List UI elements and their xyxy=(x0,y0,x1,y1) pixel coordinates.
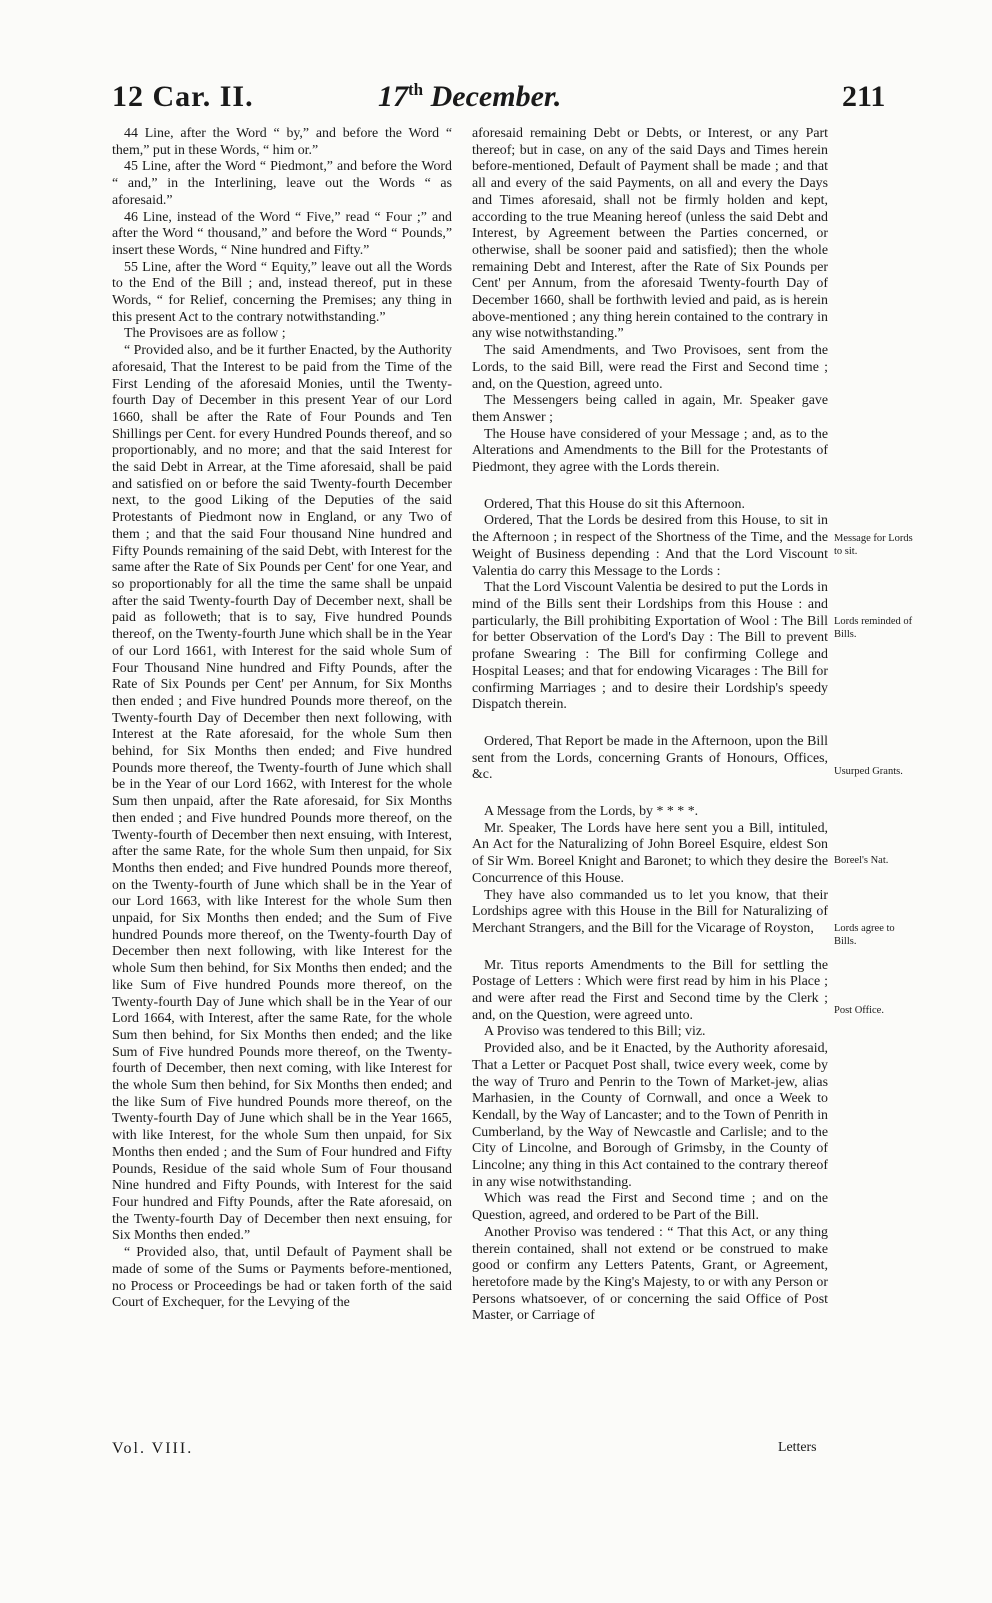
paragraph: Mr. Titus reports Amendments to the Bill for settling the Postage of Letters : Which were first read by him in his Place ; and were after read the First and Second time by the Clerk ; and, on the Question, were agreed unto. xyxy=(472,957,828,1023)
paragraph: A Proviso was tendered to this Bill; viz. xyxy=(484,1024,706,1040)
paragraph: The House have considered of your Message ; and, as to the Alterations and Amendments to the Bill for the Protestants of Piedmont, they agree with the Lords therein. xyxy=(472,426,828,476)
paragraph: The Provisoes are as follow ; xyxy=(124,326,286,342)
margin-note-post-office: Post Office. xyxy=(834,1005,884,1016)
date-month: December. xyxy=(430,80,562,113)
paragraph: Ordered, That the Lords be desired from this House, to sit in the Afternoon ; in respect of the Shortness of the Time, and the Weight of Business depending : And that the Lord Viscount Valentia do carry this Message to the Lords : xyxy=(472,513,828,579)
date-suffix: th xyxy=(408,80,424,99)
volume-signature: Vol. VIII. xyxy=(112,1440,194,1457)
margin-note-usurped-grants: Usurped Grants. xyxy=(834,766,903,777)
paragraph: The said Amendments, and Two Provisoes, sent from the Lords, to the said Bill, were read the First and Second time ; and, on the Question, agreed unto. xyxy=(472,343,828,392)
catchword: Letters xyxy=(778,1440,817,1455)
paragraph: Another Proviso was tendered : “ That this Act, or any thing therein contained, shall not extend or be construed to make good or confirm any Letters Patents, Grant, or Agreement, heretofore made by the King's Majesty, to or with any Person or Persons whatsoever, of or concerning the said Office of Post Master, or Carriage of xyxy=(472,1224,828,1324)
paragraph: “ Provided also, that, until Default of Payment shall be made of some of the Sums or Payments before-mentioned, no Process or Proceedings be had or taken forth of the said Court of Exchequer, for the Levying of the xyxy=(112,1245,452,1311)
running-head-regnal-year: 12 Car. II. xyxy=(112,80,254,113)
paragraph: 44 Line, after the Word “ by,” and before the Word “ them,” put in these Words, “ him or.” xyxy=(112,126,452,158)
margin-note-lords-reminded: Lords reminded of Bills. xyxy=(834,616,913,640)
margin-note-message: Message for Lords to sit. xyxy=(834,533,913,557)
paragraph: They have also commanded us to let you know, that their Lordships agree with this House in the Bill for Naturalizing of Merchant Strangers, and the Bill for the Vicarage of Royston, xyxy=(472,887,828,936)
paragraph: 55 Line, after the Word “ Equity,” leave out all the Words to the End of the Bill ; and, instead thereof, put in these Words, “ for Relief, concerning the Premises; any thing in this present Act to the contrary notwithstanding.” xyxy=(112,259,452,325)
paragraph: The Messengers being called in again, Mr. Speaker gave them Answer ; xyxy=(472,393,828,425)
paragraph: A Message from the Lords, by * * * *. xyxy=(484,804,699,820)
paragraph: “ Provided also, and be it further Enacted, by the Authority aforesaid, That the Interest to be paid from the Time of the First Lending of the aforesaid Monies, until the Twenty-fourth Day of December in this present Year of our Lord 1660, shall be after the Rate of Four Pounds and Ten Shillings per Cent. for every Hundred Pounds thereof, and so proportionably, and no more; and that the said Interest for the said Debt in Arrear, at the Time aforesaid, shall be paid and satisfied on or before the said Twenty-fourth December next, to the good Liking of the Deputies of the said Protestants of Piedmont now in England, or any Two of them ; and that the said Four thousand Nine hundred and Fifty Pounds remaining of the said Debt, with Interest for the same after the Rate of Six Pounds per Cent' for one Year, and so proportionably for all the time the same shall be unpaid after the said Twenty-fourth Day of December next, shall be paid as followeth; that is to say, Five hundred Pounds thereof, on the Twenty-fourth June which shall be in the Year of our Lord 1661, with Interest for the said whole Sum of Four Thousand Nine hundred and Fifty Pounds, after the Rate of Six Pounds per Cent' per Annum, for Six Months then ended ; and Five hundred Pounds more thereof, on the Twenty-fourth Day of December then next following, with Interest at the Rate aforesaid, for the whole Sum then behind, for Six Months then ended; and Five hundred Pounds more thereof, the Twenty-fourth of June which shall be in the Year of our Lord 1662, with Interest for the whole Sum then unpaid, after the Rate aforesaid, for Six Months then ended ; and Five hundred Pounds more thereof, on the Twenty-fourth of December then next ensuing, with Interest, after the same Rate, for the whole Sum then unpaid, for Six Months then ended; and Five hundred Pounds more thereof, on the Twenty-fourth of June which shall be in the Year of our Lord 1663, with like Interest for the whole Sum then unpaid, for Six Months then ended; and the Sum of Five hundred Pounds more thereof, on the Twenty-fourth Day of December then next following, with like Interest for the whole Sum then behind, for Six Months then ended; and the like Sum of Five hundred Pounds more thereof, on the Twenty-fourth Day of June which shall be in the Year of our Lord 1664, with Interest, after the same Rate, for the whole Sum then behind, for Six Months then ended; and the like Sum of Five hundred Pounds more thereof, on the Twenty-fourth of December, then next coming, with like Interest for the whole Sum then behind, for Six Months then ended; and the like Sum of Five hundred Pounds more thereof, on the Twenty-fourth Day of June which shall be in the Year 1665, with like Interest, for the whole Sum then unpaid, for Six Months then ended ; and the Sum of Four hundred and Fifty Pounds, Residue of the said whole Sum of Four thousand Nine hundred and Fifty Pounds, with Interest for the said Four hundred and Fifty Pounds, after the Rate aforesaid, on the Twenty-fourth Day of December then next ensuing, for Six Months then ended.” xyxy=(112,343,452,1244)
paragraph: Ordered, That this House do sit this Afternoon. xyxy=(484,496,745,512)
paragraph: 45 Line, after the Word “ Piedmont,” and before the Word “ and,” in the Interlining, leave out the Words “ as aforesaid.” xyxy=(112,159,452,208)
date-day: 17 xyxy=(378,80,408,113)
paragraph: Provided also, and be it Enacted, by the Authority aforesaid, That a Letter or Pacquet Post shall, twice every week, come by the way of Truro and Penrin to the Town of Market-jew, alias Marhasien, in the County of Cornwall, and once a Week to Kendall, by the Way of Lancaster; and to the Town of Penrith in Cumberland, by the Way of Newcastle and Carlisle; and to the City of Lincolne, and Borough of Grimsby, in the County of Lincolne; any thing in this Act contained to the contrary thereof in any wise notwithstanding. xyxy=(472,1041,828,1190)
paragraph: Mr. Speaker, The Lords have here sent you a Bill, intituled, An Act for the Naturalizing of John Boreel Esquire, eldest Son of Sir Wm. Boreel Knight and Baronet; to which they desire the Concurrence of this House. xyxy=(472,820,828,886)
paragraph: Which was read the First and Second time ; and on the Question, agreed, and ordered to be Part of the Bill. xyxy=(472,1191,828,1224)
paragraph: That the Lord Viscount Valentia be desired to put the Lords in mind of the Bills sent their Lordships from this House : and particularly, the Bill prohibiting Exportation of Wool : The Bill for better Observation of the Lord's Day : The Bill to prevent profane Swearing : The Bill for confirming College and Hospital Leases; and that for endowing Vicarages : The Bill for confirming Marriages ; and to desire their Lordship's speedy Dispatch therein. xyxy=(472,580,828,713)
paragraph: 46 Line, instead of the Word “ Five,” read “ Four ;” and after the Word “ thousand,” and before the Word “ Pounds,” insert these Words, “ Nine hundred and Fifty.” xyxy=(112,209,452,258)
margin-note-lords-agree: Lords agree to Bills. xyxy=(834,923,895,947)
right-text-column xyxy=(472,126,828,1325)
paragraph: aforesaid remaining Debt or Debts, or Interest, or any Part thereof; but in case, on any of the said Days and Times herein before-mentioned, Default of Payment shall be made ; and that all and every of the said Payments, on all and every the Days and Times aforesaid, shall not be firmly holden and kept, according to the true Meaning hereof (unless the said Debt and Interest, by Agreement between the Parties concerned, or otherwise, shall be sooner paid and satisfied); then the whole remaining Debt and Interest, after the Rate of Six Pounds per Cent' per Annum, from the aforesaid Twenty-fourth Day of December 1660, shall be forthwith levied and paid, as is herein above-mentioned ; any thing herein contained to the contrary in any wise notwithstanding.” xyxy=(472,126,828,342)
paragraph: Ordered, That Report be made in the Afternoon, upon the Bill sent from the Lords, concerning Grants of Honours, Offices, &c. xyxy=(472,733,828,783)
left-text-column xyxy=(112,126,452,1312)
page-number: 211 xyxy=(842,80,886,113)
running-head-date xyxy=(378,80,561,114)
margin-note-boreel: Boreel's Nat. xyxy=(834,855,889,866)
